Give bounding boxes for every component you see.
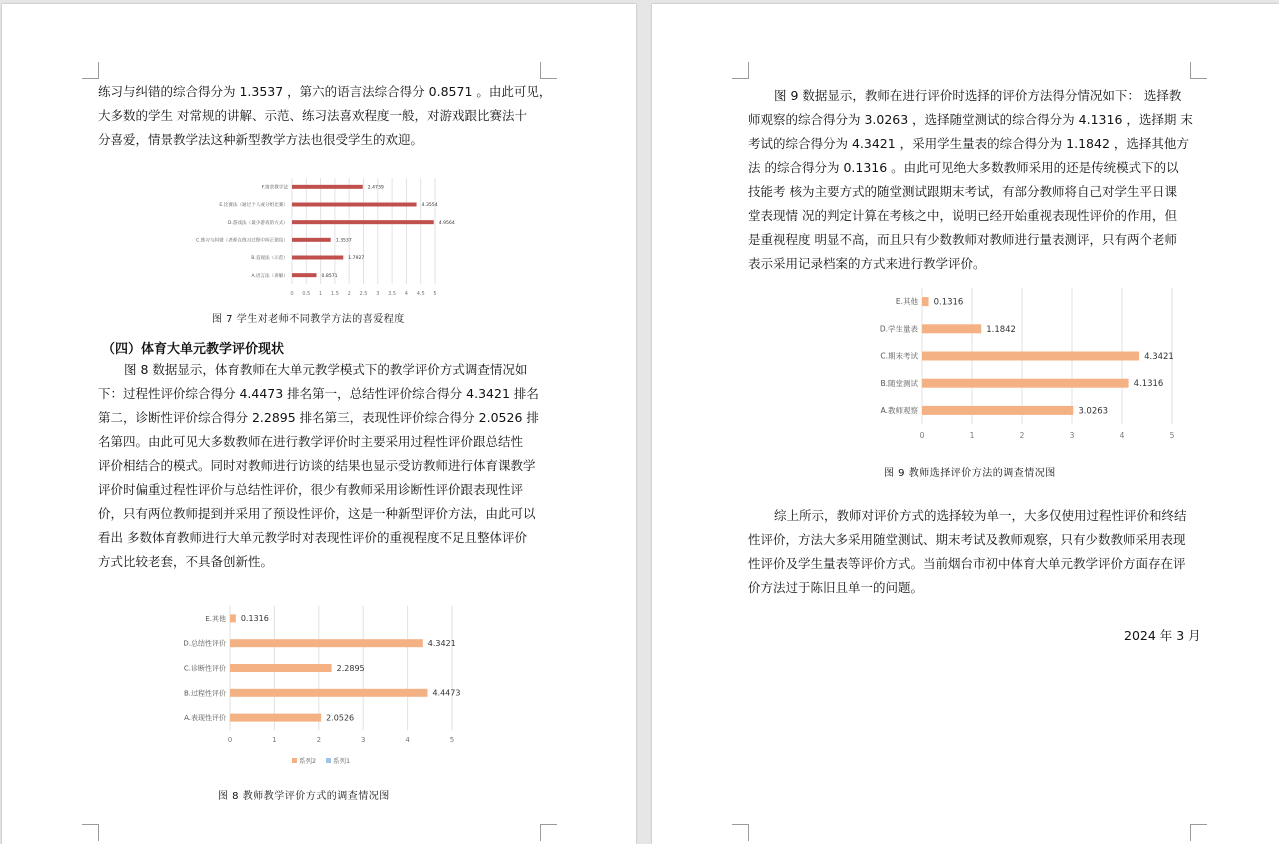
data-label: 4.3421 xyxy=(1144,351,1174,362)
summary-paragraph xyxy=(748,504,1192,600)
x-tick-label: 5 xyxy=(1169,431,1175,440)
x-tick-label: 4 xyxy=(405,736,410,744)
margin-mark-top-left xyxy=(82,62,99,79)
text-line: 分喜爱，情景教学法这种新型教学方法也很受学生的欢迎。 xyxy=(98,132,424,147)
x-tick-label: 1.5 xyxy=(330,291,339,297)
text-line: 价方法过于陈旧且单一的问题。 xyxy=(748,580,924,595)
text-line: 名第四。由此可见大多数教师在进行教学评价时主要采用过程性评价跟总结性 xyxy=(98,434,524,449)
text-line: 价，只有两位教师提到并采用了预设性评价，这是一种新型评价方法，由此可以 xyxy=(98,506,536,521)
category-label: A.表现性评价 xyxy=(184,714,226,723)
bar xyxy=(292,220,434,224)
legend-swatch xyxy=(292,758,297,763)
bar xyxy=(922,379,1129,388)
data-label: 2.4739 xyxy=(367,185,384,191)
x-tick-label: 4 xyxy=(404,291,408,297)
text-line: 图 8 数据显示，体育教师在大单元教学模式下的教学评价方式调查情况如 xyxy=(124,362,528,377)
margin-mark-top-left xyxy=(732,62,749,79)
data-label: 1.1842 xyxy=(986,324,1016,335)
figure-7-caption: 图 7 学生对老师不同教学方法的喜爱程度 xyxy=(212,314,405,325)
section-heading: （四）体育大单元教学评价现状 xyxy=(102,342,285,357)
legend-entry: 系列1 xyxy=(333,757,351,765)
category-label: E.比赛法（通过个人或分组比赛） xyxy=(219,203,288,209)
document-date: 2024 年 3 月 xyxy=(1124,628,1201,643)
text-line: 考试的综合得分为 4.3421 ，采用学生量表的综合得分为 1.1842 ，选择其他方 xyxy=(748,136,1189,151)
x-tick-label: 1 xyxy=(272,736,277,744)
data-label: 2.0526 xyxy=(326,713,355,723)
data-label: 4.9564 xyxy=(438,220,455,226)
category-label: C.诊断性评价 xyxy=(183,664,226,673)
figure-9-caption: 图 9 教师选择评价方法的调查情况图 xyxy=(884,468,1056,479)
figure-9-paragraph xyxy=(748,84,1192,276)
x-tick-label: 5 xyxy=(433,291,437,297)
margin-mark-bottom-right xyxy=(540,824,557,841)
chart-evaluation-methods xyxy=(170,602,462,770)
x-tick-label: 3 xyxy=(360,736,366,744)
x-tick-label: 0 xyxy=(290,291,294,297)
text-line: 第二，诊断性评价综合得分 2.2895 排名第三，表现性评价综合得分 2.0526 排 xyxy=(98,410,539,425)
bar xyxy=(230,639,423,647)
data-label: 1.7927 xyxy=(348,256,365,262)
text-line: 是重视程度 明显不高，而且只有少数教师对教师进行量表测评，只有两个老师 xyxy=(748,232,1177,247)
data-label: 0.1316 xyxy=(240,614,269,624)
text-line: 技能考 核为主要方式的随堂测试跟期末考试，有部分教师将自己对学生平日课 xyxy=(748,184,1177,199)
data-label: 1.3537 xyxy=(335,238,352,244)
text-line: 法 的综合得分为 0.1316 。由此可见绝大多数教师采用的还是传统模式下的以 xyxy=(748,160,1179,175)
x-tick-label: 3 xyxy=(1069,431,1075,440)
data-label: 0.1316 xyxy=(933,297,964,308)
text-line: 性评价及学生量表等评价方式。当前烟台市初中体育大单元教学评价方面存在评 xyxy=(748,556,1186,571)
category-label: D.学生量表 xyxy=(879,324,918,334)
legend-swatch xyxy=(326,758,331,763)
x-tick-label: 2 xyxy=(347,291,351,297)
text-line: 评价相结合的模式。同时对教师进行访谈的结果也显示受访教师进行体育课教学 xyxy=(98,458,536,473)
category-label: C.期末考试 xyxy=(880,351,918,361)
x-tick-label: 5 xyxy=(449,736,455,744)
text-line: 性评价，方法大多采用随堂测试、期末考试及教师观察，只有少数教师采用表现 xyxy=(748,532,1186,547)
margin-mark-bottom-left xyxy=(732,824,749,841)
x-tick-label: 2 xyxy=(1019,431,1025,440)
x-tick-label: 0.5 xyxy=(302,291,311,297)
text-line: 看出 多数体育教师进行大单元教学时对表现性评价的重视程度不足且整体评价 xyxy=(98,530,527,545)
text-line: 图 9 数据显示，教师在进行评价时选择的评价方法得分情况如下： 选择教 xyxy=(774,88,1182,103)
data-label: 2.2895 xyxy=(336,663,365,673)
bar xyxy=(922,406,1073,415)
category-label: E.其他 xyxy=(205,614,226,623)
intro-paragraph xyxy=(98,80,552,152)
data-label: 4.3554 xyxy=(421,203,438,209)
text-line: 练习与纠错的综合得分为 1.3537 ，第六的语言法综合得分 0.8571 。由此可见， xyxy=(98,84,552,99)
category-label: C.练习与纠错（老师在练习过程中纠正错误） xyxy=(196,238,288,244)
text-line: 方式比较老套，不具备创新性。 xyxy=(98,554,274,569)
x-tick-label: 2.5 xyxy=(359,291,368,297)
text-line: 师观察的综合得分为 3.0263 ，选择随堂测试的综合得分为 4.1316 ，选择期 末 xyxy=(748,112,1193,127)
data-label: 4.4473 xyxy=(432,688,461,698)
x-tick-label: 3.5 xyxy=(388,291,397,297)
category-label: B.过程性评价 xyxy=(183,689,226,698)
bar xyxy=(922,324,981,333)
category-label: E.其他 xyxy=(895,297,918,307)
bar xyxy=(292,238,331,242)
chart-teaching-method-preference xyxy=(196,172,455,302)
data-label: 3.0263 xyxy=(1078,406,1109,417)
chart-evaluation-choices xyxy=(832,284,1175,450)
text-line: 综上所示，教师对评价方式的选择较为单一，大多仅使用过程性评价和终结 xyxy=(774,508,1187,523)
category-label: A.语言法（讲解） xyxy=(251,273,288,279)
bar xyxy=(230,714,321,722)
legend-entry: 系列2 xyxy=(299,757,317,765)
x-tick-label: 0 xyxy=(227,736,233,744)
margin-mark-top-right xyxy=(540,62,557,79)
data-label: 4.3421 xyxy=(427,639,456,648)
category-label: D.游戏法（最少游戏的方式） xyxy=(227,220,288,226)
bar xyxy=(230,689,427,697)
bar xyxy=(292,256,343,260)
x-tick-label: 3 xyxy=(376,291,380,297)
text-line: 大多数的学生 对常规的讲解、示范、练习法喜欢程度一般，对游戏跟比赛法十 xyxy=(98,108,527,123)
margin-mark-bottom-right xyxy=(1190,824,1207,841)
text-line: 表示采用记录档案的方式来进行教学评价。 xyxy=(748,256,986,271)
document-page-right xyxy=(652,4,1279,844)
bar xyxy=(292,185,363,189)
bar xyxy=(230,614,236,622)
x-tick-label: 4 xyxy=(1119,431,1125,440)
figure-8-caption: 图 8 教师教学评价方式的调查情况图 xyxy=(218,791,390,802)
text-line: 下：过程性评价综合得分 4.4473 排名第一，总结性评价综合得分 4.3421 排名 xyxy=(98,386,539,401)
x-tick-label: 4.5 xyxy=(416,291,425,297)
bar xyxy=(292,273,317,277)
bar xyxy=(230,664,332,672)
bar xyxy=(922,352,1139,361)
bar xyxy=(922,297,929,306)
x-tick-label: 0 xyxy=(919,431,925,440)
category-label: F.情景教学法 xyxy=(261,185,288,191)
category-label: D.总结性评价 xyxy=(183,639,226,648)
margin-mark-top-right xyxy=(1190,62,1207,79)
data-label: 4.1316 xyxy=(1133,379,1164,390)
category-label: B.直观法（示范） xyxy=(251,256,288,262)
data-label: 0.8571 xyxy=(321,273,338,279)
evaluation-paragraph xyxy=(98,358,544,574)
text-line: 堂表现情 况的判定计算在考核之中，说明已经开始重视表现性评价的作用，但 xyxy=(748,208,1177,223)
x-tick-label: 2 xyxy=(316,736,322,744)
x-tick-label: 1 xyxy=(969,431,975,440)
category-label: B.随堂测试 xyxy=(880,378,918,388)
category-label: A.教师观察 xyxy=(880,406,918,416)
margin-mark-bottom-left xyxy=(82,824,99,841)
x-tick-label: 1 xyxy=(319,291,323,297)
text-line: 评价时偏重过程性评价与总结性评价，很少有教师采用诊断性评价跟表现性评 xyxy=(98,482,524,497)
document-page-left xyxy=(2,4,636,844)
bar xyxy=(292,203,417,207)
